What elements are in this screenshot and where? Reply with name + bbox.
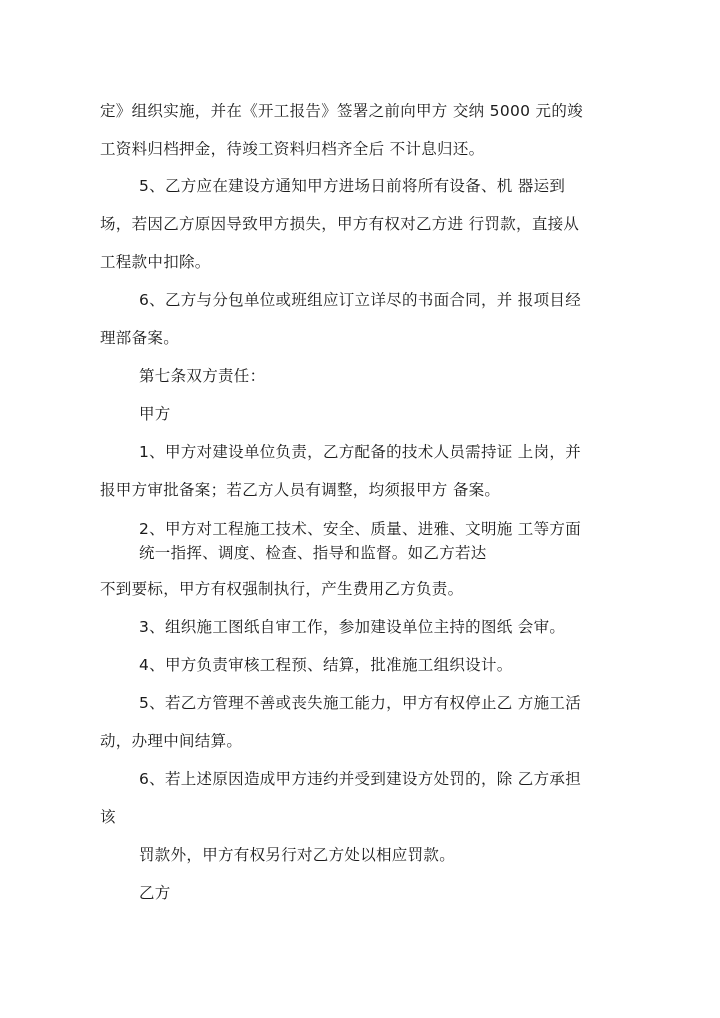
text-line-2: 工资料归档押金，待竣工资料归档齐全后 不计息归还。: [100, 140, 485, 158]
text-line-10: 1、甲方对建设单位负责，乙方配备的技术人员需持证 上岗，并: [139, 443, 581, 461]
text-line-11: 报甲方审批备案；若乙方人员有调整，均须报甲方 备案。: [100, 481, 501, 499]
text-line-18: 动，办理中间结算。: [100, 732, 243, 750]
text-line-17: 5、若乙方管理不善或丧失施工能力，甲方有权停止乙 方施工活: [139, 694, 581, 712]
text-line-14: 不到要标，甲方有权强制执行，产生费用乙方负责。: [100, 580, 464, 598]
text-line-15: 3、组织施工图纸自审工作，参加建设单位主持的图纸 会审。: [139, 618, 566, 636]
text-line-4: 场，若因乙方原因导致甲方损失，甲方有权对乙方进 行罚款，直接从: [100, 215, 580, 233]
text-line-20: 该: [100, 808, 116, 826]
text-line-12: 2、甲方对工程施工技术、安全、质量、进雅、文明施 工等方面: [139, 520, 581, 538]
text-line-13: 统一指挥、调度、检查、指导和监督。如乙方若达: [139, 544, 487, 562]
section-heading: 第七条双方责任：: [139, 367, 266, 385]
party-a-heading: 甲方: [139, 405, 171, 423]
text-line-6: 6、乙方与分包单位或班组应订立详尽的书面合同，并 报项目经: [139, 291, 581, 309]
text-line-7: 理部备案。: [100, 329, 180, 347]
text-line-5: 工程款中扣除。: [100, 253, 211, 271]
text-line-19: 6、若上述原因造成甲方违约并受到建设方处罚的，除 乙方承担: [139, 770, 581, 788]
text-line-21: 罚款外，甲方有权另行对乙方处以相应罚款。: [139, 846, 456, 864]
text-line-3: 5、乙方应在建设方通知甲方进场日前将所有设备、机 器运到: [139, 177, 566, 195]
text-line-1: 定》组织实施，并在《开工报告》签署之前向甲方 交纳 5000 元的竣: [100, 102, 583, 120]
text-line-16: 4、甲方负责审核工程预、结算，批准施工组织设计。: [139, 656, 513, 674]
party-b-heading: 乙方: [139, 884, 171, 902]
